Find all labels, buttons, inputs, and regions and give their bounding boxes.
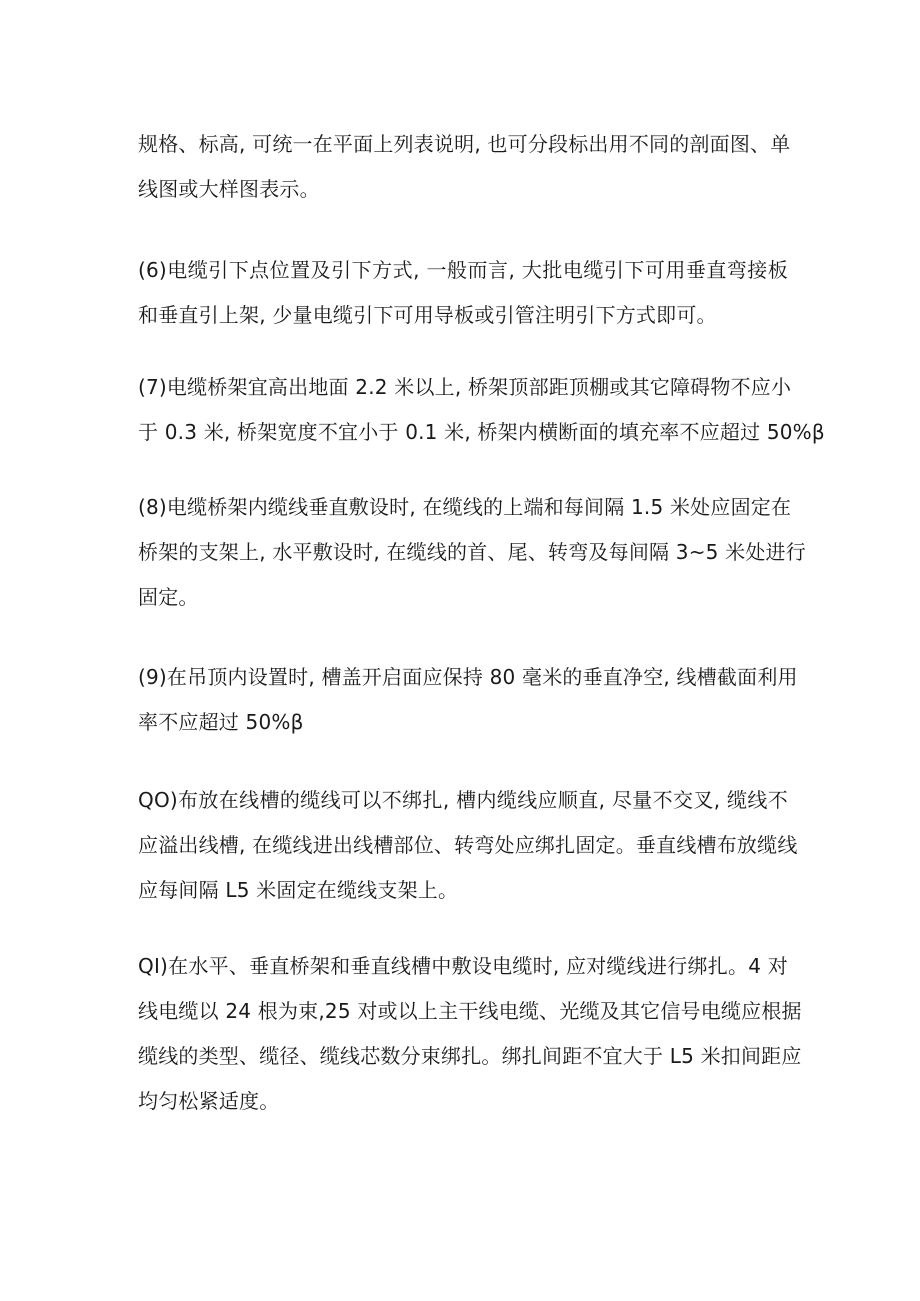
text-line: 应溢出线槽, 在缆线进出线槽部位、转弯处应绑扎固定。垂直线槽布放缆线 [138, 833, 798, 857]
text-line: 应每间隔 L5 米固定在缆线支架上。 [138, 878, 459, 902]
text-line: (7)电缆桥架宜高出地面 2.2 米以上, 桥架顶部距顶棚或其它障碍物不应小 [138, 375, 792, 399]
paragraph-7 [138, 365, 825, 455]
text-line: 规格、标高, 可统一在平面上列表说明, 也可分段标出用不同的剖面图、单 [138, 132, 791, 156]
text-line: (6)电缆引下点位置及引下方式, 一般而言, 大批电缆引下可用垂直弯接板 [138, 258, 788, 282]
paragraph-9 [138, 655, 798, 745]
paragraph-11 [138, 944, 802, 1124]
text-line: (8)电缆桥架内缆线垂直敷设时, 在缆线的上端和每间隔 1.5 米处应固定在 [138, 495, 792, 519]
text-line: QI)在水平、垂直桥架和垂直线槽中敷设电缆时, 应对缆线进行绑扎。4 对 [138, 954, 788, 978]
text-line: 于 0.3 米, 桥架宽度不宜小于 0.1 米, 桥架内横断面的填充率不应超过 50%β [138, 420, 825, 444]
text-line: 均匀松紧适度。 [138, 1089, 280, 1113]
paragraph-1 [138, 122, 791, 212]
text-line: 和垂直引上架, 少量电缆引下可用导板或引管注明引下方式即可。 [138, 303, 717, 327]
text-line: 率不应超过 50%β [138, 710, 304, 734]
text-line: 线图或大样图表示。 [138, 177, 320, 201]
paragraph-8 [138, 485, 806, 620]
text-line: 桥架的支架上, 水平敷设时, 在缆线的首、尾、转弯及每间隔 3~5 米处进行 [138, 540, 806, 564]
text-line: (9)在吊顶内设置时, 槽盖开启面应保持 80 毫米的垂直净空, 线槽截面利用 [138, 665, 798, 689]
text-line: QO)布放在线槽的缆线可以不绑扎, 槽内缆线应顺直, 尽量不交叉, 缆线不 [138, 788, 788, 812]
text-line: 固定。 [138, 585, 199, 609]
text-line: 线电缆以 24 根为束,25 对或以上主干线电缆、光缆及其它信号电缆应根据 [138, 999, 802, 1023]
paragraph-10 [138, 778, 798, 913]
paragraph-6 [138, 248, 788, 338]
text-line: 缆线的类型、缆径、缆线芯数分束绑扎。绑扎间距不宜大于 L5 米扣间距应 [138, 1044, 802, 1068]
